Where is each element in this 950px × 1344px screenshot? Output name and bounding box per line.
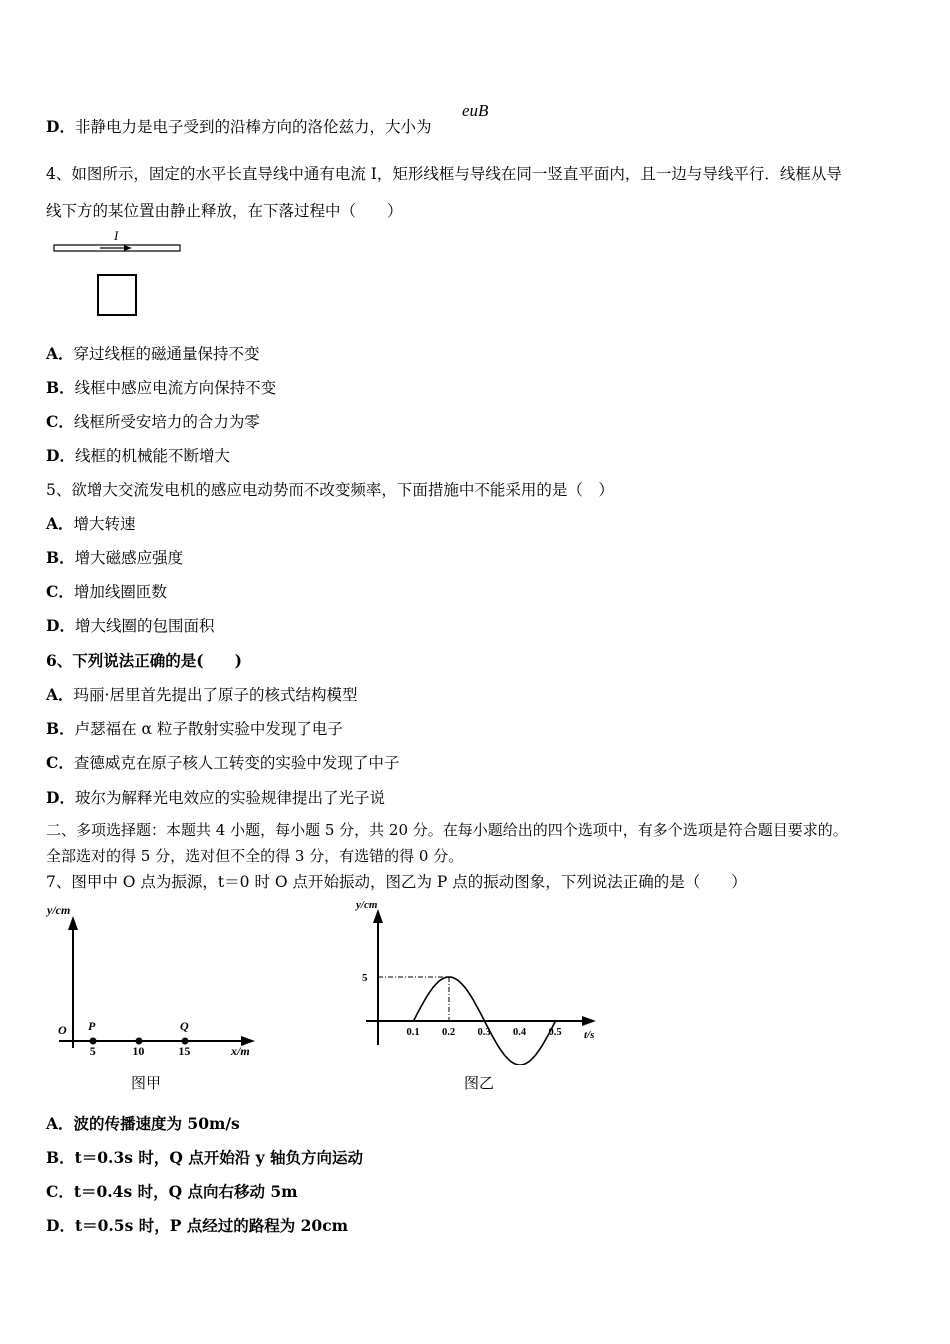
q5-stem: 5、欲增大交流发电机的感应电动势而不改变频率，下面措施中不能采用的是（ ） [46,481,614,499]
fig-yi-chart [352,895,607,1065]
formula-eub: euB [462,101,489,120]
q5-option-b: B．增大磁感应强度 [46,548,184,567]
q5-option-a: A．增大转速 [46,514,136,533]
point-label: P [88,1019,96,1033]
q4-option-b: B．线框中感应电流方向保持不变 [46,378,277,397]
q6-option-c: C．查德威克在原子核人工转变的实验中发现了中子 [46,753,400,772]
q4-option-a: A．穿过线框的磁通量保持不变 [46,344,260,363]
q4-option-d: D．线框的机械能不断增大 [46,446,230,465]
q4-stem-line1: 4、如图所示，固定的水平长直导线中通有电流 I，矩形线框与导线在同一竖直平面内，且一边与导线平行．线框从导 [46,165,842,183]
y-axis-arrow-icon [68,916,78,930]
q6-stem: 6、下列说法正确的是( ) [46,651,242,670]
x-tick-label: 0.4 [513,1027,527,1038]
x-tick-label: 0.5 [548,1027,562,1038]
q5-option-c: C．增加线圈匝数 [46,582,167,601]
fig-jia-caption: 图甲 [131,1074,162,1092]
y-axis-arrow-icon [373,909,383,923]
x-tick-label: 0.1 [406,1027,420,1038]
q7-stem: 7、图甲中 O 点为振源，t＝0 时 O 点开始振动，图乙为 P 点的振动图象，下列说法正确的是（ ） [46,873,747,891]
fig-jia-xlabel: x/m [231,1044,250,1058]
wire-frame [98,275,136,315]
q7-option-a: A．波的传播速度为 50m/s [46,1114,240,1133]
fig-yi-xlabel: t/s [584,1029,595,1041]
fig-jia [45,898,270,1063]
x-tick-label: 15 [178,1044,191,1058]
q7-option-d: D．t＝0.5s 时，P 点经过的路程为 20cm [46,1216,349,1235]
x-tick-label: 0.2 [442,1027,456,1038]
y-tick-label: 5 [362,972,368,984]
x-tick-label: 0.3 [477,1027,491,1038]
q7-option-b: B．t＝0.3s 时，Q 点开始沿 y 轴负方向运动 [46,1148,364,1167]
q3-option-d [46,115,431,137]
q4-stem-line2: 线下方的某位置由静止释放，在下落过程中（ ） [46,202,403,220]
q4-option-c: C．线框所受安培力的合力为零 [46,412,260,431]
fig-yi-ylabel: y/cm [356,899,378,911]
q5-option-d: D．增大线圈的包围面积 [46,616,215,635]
fig-jia-origin: O [58,1023,67,1037]
x-tick-label: 10 [132,1044,145,1058]
q6-option-d: D．玻尔为解释光电效应的实验规律提出了光子说 [46,788,385,807]
current-label: I [114,228,119,243]
q6-option-a: A．玛丽·居里首先提出了原子的核式结构模型 [46,685,358,704]
section2-line2: 全部选对的得 5 分，选对但不全的得 3 分，有选错的得 0 分。 [46,847,464,865]
fig-yi-caption: 图乙 [464,1074,495,1092]
q4-figure [50,228,190,323]
q7-option-c: C．t＝0.4s 时，Q 点向右移动 5m [46,1182,298,1201]
x-axis-arrow-icon [582,1016,596,1026]
fig-jia-ylabel: y/cm [47,903,71,917]
point-label: Q [180,1019,189,1033]
option-label: D． [46,117,75,136]
option-text: 非静电力是电子受到的沿棒方向的洛伦兹力，大小为 [74,118,432,136]
section2-line1: 二、多项选择题：本题共 4 小题，每小题 5 分，共 20 分。在每小题给出的四个选项中，有多个选项是符合题目要求的。 [46,821,848,839]
q6-option-b: B．卢瑟福在 α 粒子散射实验中发现了电子 [46,719,343,738]
x-tick-label: 5 [89,1044,96,1058]
